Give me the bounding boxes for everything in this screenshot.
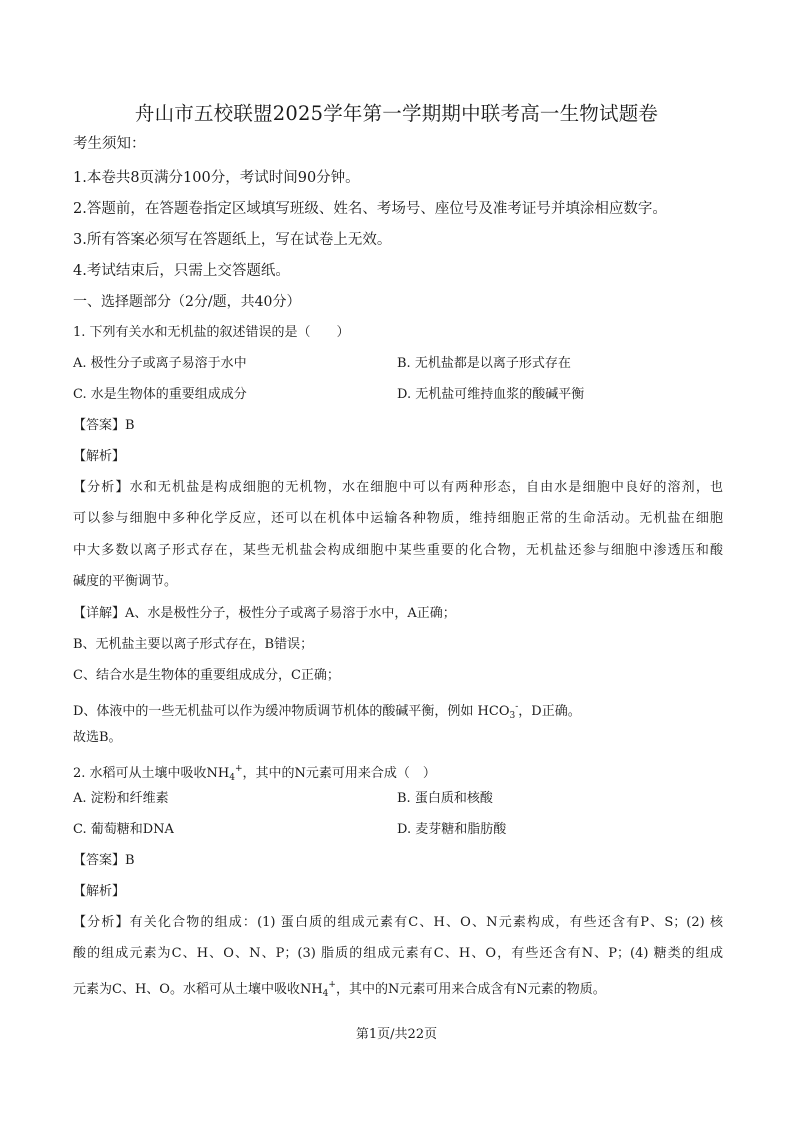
q2-option-b: B. 蛋白质和核酸 bbox=[397, 791, 493, 806]
q2-option-a: A. 淀粉和纤维素 bbox=[73, 791, 169, 806]
q2-option-d: D. 麦芽糖和脂肪酸 bbox=[397, 822, 507, 837]
q1-detail-a: 【详解】A、水是极性分子，极性分子或离子易溶于水中，A正确； bbox=[73, 606, 456, 621]
q1-stem: 1. 下列有关水和无机盐的叙述错误的是（ ） bbox=[73, 325, 350, 340]
q1-option-d: D. 无机盐可维持血浆的酸碱平衡 bbox=[397, 387, 585, 402]
q2-analysis bbox=[73, 907, 723, 1010]
q1-conclusion: 故选B。 bbox=[73, 730, 122, 745]
q1-jiexi-label: 【解析】 bbox=[73, 449, 126, 464]
q2-analysis-line: 酸的组成元素为C、H、O、N、P；(3) 脂质的组成元素有C、H、O，有些还含有N、P；(4) 糖类的组成 bbox=[73, 946, 723, 962]
q1-analysis bbox=[73, 472, 723, 598]
q1-detail-d: D、体液中的一些无机盐可以作为缓冲物质调节机体的酸碱平衡，例如 $HCO_3^-$，D正确。 bbox=[73, 702, 581, 721]
q1-option-b: B. 无机盐都是以离子形式存在 bbox=[397, 356, 571, 371]
q1-option-c: C. 水是生物体的重要组成成分 bbox=[73, 387, 247, 402]
q1-detail-c: C、结合水是生物体的重要组成成分，C正确； bbox=[73, 668, 340, 683]
q2-analysis-line: 元素为C、H、O。水稻可从土壤中吸收$NH_4^+$，其中的N元素可用来合成含有N元素的物质。 bbox=[73, 979, 606, 999]
notice-item-2: 2.答题前，在答题卷指定区域填写班级、姓名、考场号、座位号及准考证号并填涂相应数字。 bbox=[73, 201, 667, 217]
notice-item-1: 1.本卷共8页满分100分，考试时间90分钟。 bbox=[73, 170, 360, 186]
q1-analysis-line: 可以参与细胞中多种化学反应，还可以在机体中运输各种物质，维持细胞正常的生命活动。无机盐在细胞 bbox=[73, 511, 723, 527]
q2-jiexi-label: 【解析】 bbox=[73, 884, 126, 899]
section-heading: 一、选择题部分（2分/题，共40分） bbox=[73, 294, 301, 310]
q1-analysis-line: 碱度的平衡调节。 bbox=[73, 574, 178, 590]
q2-option-c: C. 葡萄糖和DNA bbox=[73, 822, 174, 837]
q1-analysis-line: 【分析】水和无机盐是构成细胞的无机物，水在细胞中可以有两种形态，自由水是细胞中良好的溶剂，也 bbox=[73, 480, 723, 495]
page-footer: 第1页/共22页 bbox=[355, 1027, 438, 1042]
q2-analysis-line: 【分析】有关化合物的组成：(1) 蛋白质的组成元素有C、H、O、N元素构成，有些还含有P、S；(2) 核 bbox=[73, 915, 723, 930]
notice-heading: 考生须知： bbox=[73, 136, 146, 152]
page-title: 舟山市五校联盟2025学年第一学期期中联考高一生物试题卷 bbox=[134, 102, 659, 125]
notice-item-3: 3.所有答案必须写在答题纸上，写在试卷上无效。 bbox=[73, 232, 392, 248]
q1-detail-b: B、无机盐主要以离子形式存在，B错误； bbox=[73, 637, 314, 652]
q1-analysis-line: 中大多数以离子形式存在，某些无机盐会构成细胞中某些重要的化合物，无机盐还参与细胞中渗透压和酸 bbox=[73, 542, 723, 558]
notice-item-4: 4.考试结束后，只需上交答题纸。 bbox=[73, 263, 290, 279]
q1-option-a: A. 极性分子或离子易溶于水中 bbox=[73, 356, 247, 371]
q1-answer: 【答案】B bbox=[73, 418, 135, 433]
q2-stem: 2. 水稻可从土壤中吸收$NH_4^+$，其中的N元素可用来合成（ ） bbox=[73, 764, 436, 783]
q2-answer: 【答案】B bbox=[73, 853, 135, 868]
